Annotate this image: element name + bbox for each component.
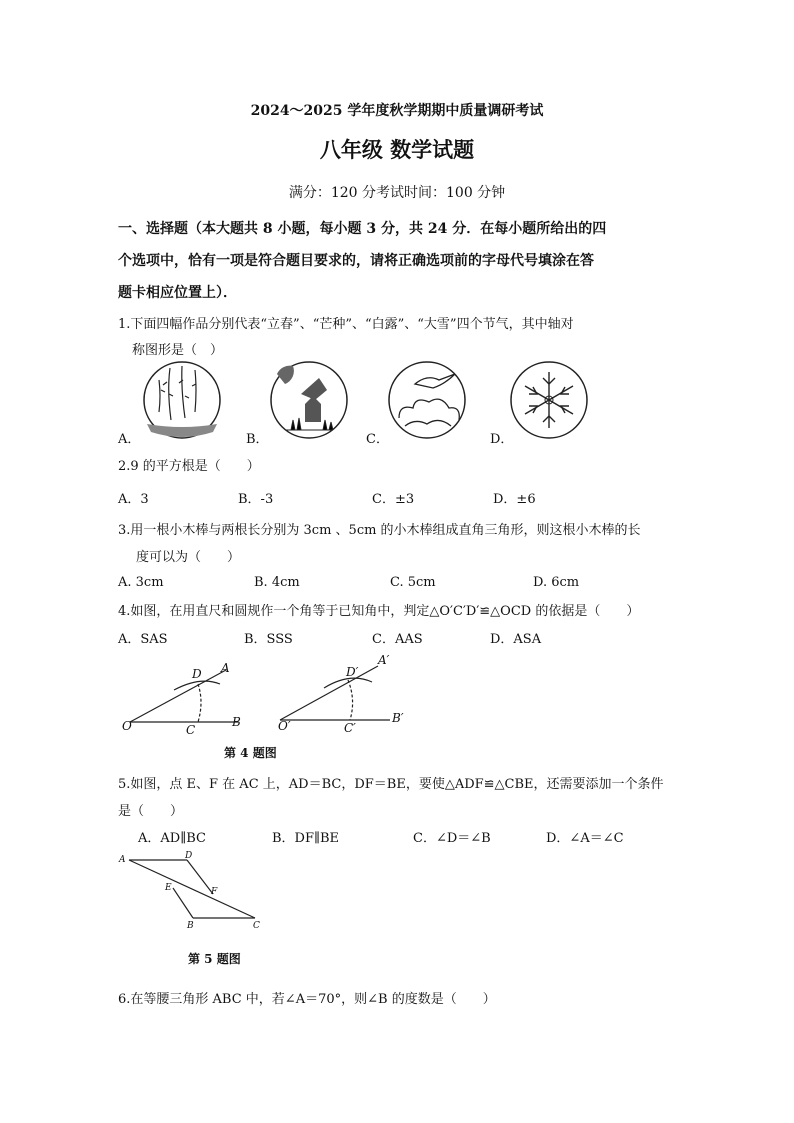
label-d: D — [185, 851, 193, 861]
label-b-prime: B′ — [392, 711, 404, 725]
q2-option-c: C．±3 — [372, 492, 415, 507]
label-d-prime: D′ — [346, 665, 359, 679]
section-heading-line1: 一、选择题（本大题共 8 小题，每小题 3 分，共 24 分．在每小题所给出的四 — [118, 221, 607, 237]
q1-stem-line1: 1.下面四幅作品分别代表“立春”、“芒种”、“白露”、“大雪”四个节气，其中轴对 — [118, 317, 574, 332]
q5-figure — [115, 848, 275, 938]
q1-option-c: C． — [366, 432, 389, 447]
q4-option-c: C．AAS — [372, 632, 423, 647]
q1-figures — [115, 360, 595, 446]
q4-stem: 4.如图，在用直尺和圆规作一个角等于已知角中，判定△O′C′D′≌△OCD 的依据是（ ） — [118, 604, 640, 619]
label-o: O — [122, 719, 132, 733]
willow-circle-icon — [144, 362, 220, 438]
q5-option-a: A．AD∥BC — [138, 831, 206, 846]
q3-option-d: D. 6cm — [533, 575, 580, 590]
q3-stem-line2: 度可以为（ ） — [136, 550, 241, 565]
q5-stem-line2: 是（ ） — [118, 804, 184, 819]
label-a: A — [221, 661, 230, 675]
q3-stem-line1: 3.用一根小木棒与两根长分别为 3cm 、5cm 的小木棒组成直角三角形，则这根小木棒的长 — [118, 523, 641, 538]
q5-option-c: C．∠D＝∠B — [413, 831, 491, 846]
q1-option-b: B． — [246, 432, 269, 447]
q4-option-b: B．SSS — [244, 632, 293, 647]
q4-option-a: A．SAS — [118, 632, 168, 647]
exam-subject-title: 八年级 数学试题 — [319, 137, 475, 162]
label-c-prime: C′ — [344, 721, 356, 735]
label-o-prime: O′ — [278, 719, 291, 733]
q2-stem: 2.9 的平方根是（ ） — [118, 459, 260, 474]
q2-option-a: A．3 — [118, 492, 149, 507]
q5-option-d: D．∠A＝∠C — [546, 831, 624, 846]
label-b: B — [187, 921, 194, 931]
label-b: B — [232, 715, 241, 729]
section-heading-line3: 题卡相应位置上）． — [118, 285, 237, 301]
q3-option-c: C. 5cm — [390, 575, 436, 590]
grass-circle-icon — [271, 362, 347, 438]
q5-caption: 第 5 题图 — [188, 952, 241, 966]
q5-stem-line1: 5.如图，点 E、F 在 AC 上，AD＝BC，DF＝BE，要使△ADF≌△CBE，还需要添加一个条件 — [118, 777, 664, 792]
q3-option-a: A. 3cm — [118, 575, 164, 590]
label-e: E — [165, 883, 172, 893]
label-a-prime: A′ — [378, 653, 390, 667]
q2-option-b: B．-3 — [238, 492, 274, 507]
q4-caption: 第 4 题图 — [224, 746, 277, 760]
label-c: C — [253, 921, 260, 931]
label-c: C — [186, 723, 196, 737]
q5-option-b: B．DF∥BE — [272, 831, 340, 846]
bird-cloud-circle-icon — [389, 362, 465, 438]
section-heading-line2: 个选项中，恰有一项是符合题目要求的，请将正确选项前的字母代号填涂在答 — [118, 253, 594, 269]
q1-option-d: D． — [490, 432, 514, 447]
q1-option-a: A． — [118, 432, 141, 447]
q6-stem: 6.在等腰三角形 ABC 中，若∠A＝70°，则∠B 的度数是（ ） — [118, 992, 496, 1007]
q4-figure — [118, 650, 428, 740]
q1-stem-line2: 称图形是（ ） — [132, 343, 224, 358]
snowflake-circle-icon — [511, 362, 587, 438]
label-a: A — [119, 855, 126, 865]
label-f: F — [211, 887, 218, 897]
label-d: D — [192, 667, 202, 681]
q2-option-d: D．±6 — [493, 492, 536, 507]
q4-option-d: D．ASA — [490, 632, 542, 647]
exam-info: 满分：120 分考试时间：100 分钟 — [288, 185, 506, 201]
exam-title: 2024～2025 学年度秋学期期中质量调研考试 — [250, 103, 544, 119]
q3-option-b: B. 4cm — [254, 575, 300, 590]
